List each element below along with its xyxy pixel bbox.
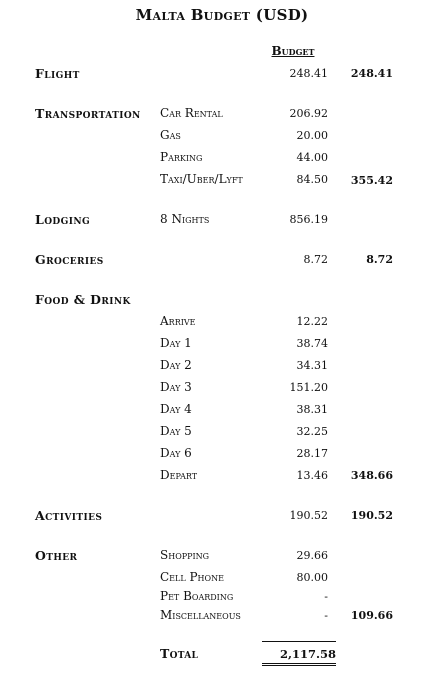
- gas-amount: 20.00: [296, 129, 328, 142]
- taxi-amount: 84.50: [296, 173, 328, 186]
- shopping-amount: 29.66: [296, 549, 328, 562]
- category-food-drink: Food & Drink: [35, 292, 131, 307]
- item-day-2: Day 2: [160, 358, 192, 372]
- miscellaneous-amount: -: [324, 609, 328, 622]
- category-other: Other: [35, 548, 78, 563]
- item-day-5: Day 5: [160, 424, 192, 438]
- item-day-6: Day 6: [160, 446, 192, 460]
- day-3-amount: 151.20: [289, 381, 328, 394]
- grand-total-amount: 2,117.58: [279, 647, 336, 661]
- category-lodging: Lodging: [35, 212, 91, 227]
- item-gas: Gas: [160, 128, 181, 142]
- page-title: Malta Budget (USD): [135, 6, 309, 24]
- flight-amount: 248.41: [289, 67, 328, 80]
- total-double-rule-upper: [262, 663, 336, 664]
- item-day-1: Day 1: [160, 336, 192, 350]
- pet-boarding-amount: -: [324, 590, 328, 603]
- day-5-amount: 32.25: [296, 425, 328, 438]
- groceries-total: 8.72: [366, 253, 393, 266]
- item-depart: Depart: [160, 468, 198, 482]
- total-top-rule: [262, 641, 336, 642]
- total-double-rule-lower: [262, 665, 336, 666]
- flight-total: 248.41: [350, 67, 393, 80]
- car-rental-amount: 206.92: [289, 107, 328, 120]
- item-arrive: Arrive: [160, 314, 196, 328]
- item-day-3: Day 3: [160, 380, 192, 394]
- budget-column-header: Budget: [271, 44, 315, 58]
- category-flight: Flight: [35, 66, 80, 81]
- day-1-amount: 38.74: [296, 337, 328, 350]
- day-6-amount: 28.17: [296, 447, 328, 460]
- activities-amount: 190.52: [289, 509, 328, 522]
- item-shopping: Shopping: [160, 548, 210, 562]
- transportation-total: 355.42: [350, 174, 393, 187]
- depart-amount: 13.46: [296, 469, 328, 482]
- item-pet-boarding: Pet Boarding: [160, 589, 234, 603]
- item-cell-phone: Cell Phone: [160, 570, 224, 584]
- item-parking: Parking: [160, 150, 203, 164]
- food-drink-total: 348.66: [350, 469, 393, 482]
- item-day-4: Day 4: [160, 402, 192, 416]
- total-label: Total: [160, 646, 199, 661]
- item-car-rental: Car Rental: [160, 106, 223, 120]
- item-miscellaneous: Miscellaneous: [160, 608, 241, 622]
- item-nights: 8 Nights: [160, 212, 210, 226]
- cell-phone-amount: 80.00: [296, 571, 328, 584]
- category-groceries: Groceries: [35, 252, 104, 267]
- lodging-amount: 856.19: [289, 213, 328, 226]
- other-total: 109.66: [350, 609, 393, 622]
- item-taxi: Taxi/Uber/Lyft: [160, 172, 243, 186]
- category-activities: Activities: [35, 508, 103, 523]
- parking-amount: 44.00: [296, 151, 328, 164]
- day-4-amount: 38.31: [296, 403, 328, 416]
- arrive-amount: 12.22: [296, 315, 328, 328]
- day-2-amount: 34.31: [296, 359, 328, 372]
- category-transportation: Transportation: [35, 106, 141, 121]
- groceries-amount: 8.72: [303, 253, 328, 266]
- activities-total: 190.52: [350, 509, 393, 522]
